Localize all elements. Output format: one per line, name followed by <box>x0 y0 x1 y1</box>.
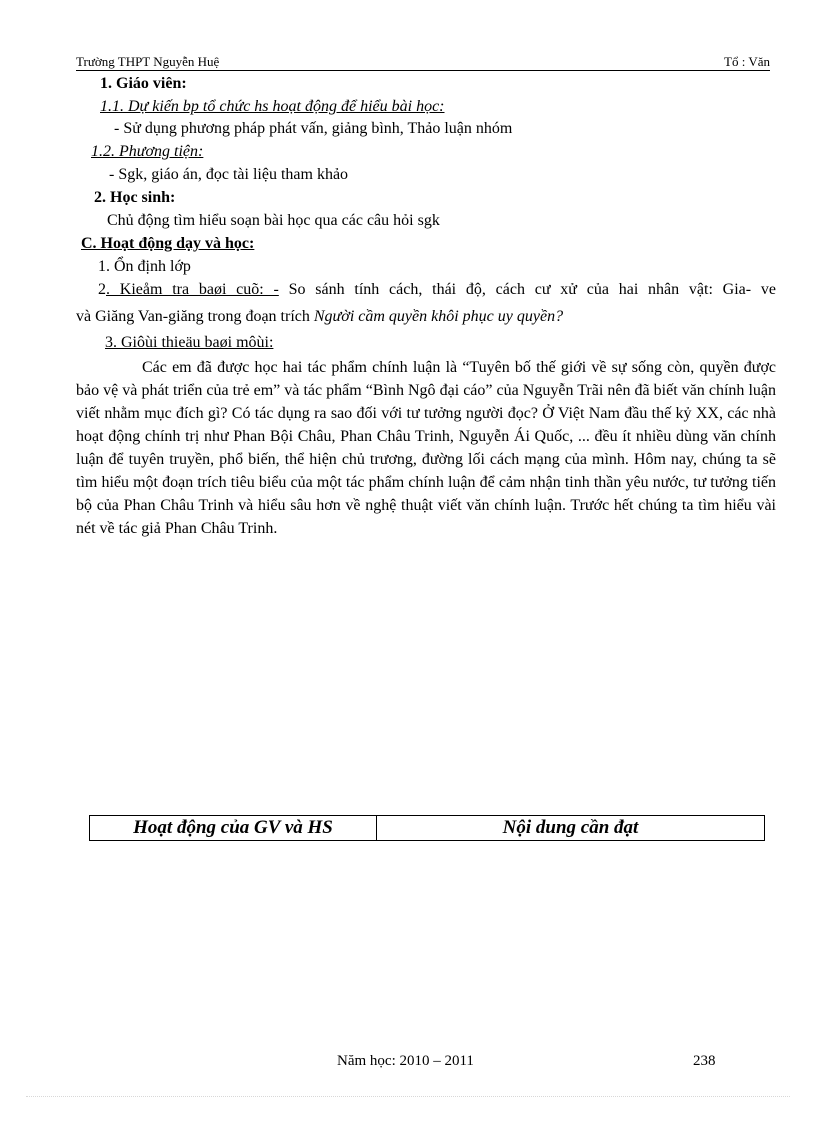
student-item: Chủ động tìm hiểu soạn bài học qua các câu hỏi sgk <box>107 212 440 229</box>
step-review-label: . Kieåm tra baøi cuõ: - <box>106 281 279 298</box>
plan-item: - Sử dụng phương pháp phát vấn, giảng bình, Thảo luận nhóm <box>114 120 513 137</box>
table-header-activities: Hoạt động của GV và HS <box>90 816 377 840</box>
step-review-line2 <box>76 307 563 327</box>
materials-item: - Sgk, giáo án, đọc tài liệu tham khảo <box>109 166 349 183</box>
excerpt-title: Người cầm quyền khôi phục uy quyền? <box>313 308 564 325</box>
materials-subheading: 1.2. Phương tiện: <box>91 143 204 160</box>
step-review-text-line2: và Giăng Van-giăng trong đoạn trích <box>76 308 314 325</box>
teacher-heading: 1. Giáo viên: <box>100 75 187 92</box>
footer-page-number: 238 <box>693 1053 716 1069</box>
step-review-old-lesson <box>98 280 776 300</box>
activities-heading: C. Hoạt động dạy và học: <box>81 235 255 252</box>
page-header <box>76 54 770 71</box>
page-bottom-rule <box>26 1096 790 1097</box>
department-name: Tổ : Văn <box>724 54 770 69</box>
school-name: Trường THPT Nguyễn Huệ <box>76 54 220 69</box>
plan-subheading: 1.1. Dự kiến bp tổ chức hs hoạt động để hiểu bài học: <box>100 98 445 115</box>
footer-school-year: Năm học: 2010 – 2011 <box>337 1053 474 1069</box>
step-stabilize-class: 1. Ổn định lớp <box>98 258 191 275</box>
step-review-text-line1: So sánh tính cách, thái độ, cách cư xử của hai nhân vật: Gia- ve <box>278 281 776 298</box>
step-review-number: 2 <box>98 281 106 298</box>
table-header-content: Nội dung cần đạt <box>502 817 639 838</box>
step-new-lesson-intro: 3. Giôùi thieäu baøi môùi: <box>105 334 274 351</box>
student-heading: 2. Học sinh: <box>94 189 176 206</box>
lesson-table-header <box>89 815 765 841</box>
intro-paragraph: Các em đã được học hai tác phẩm chính luận là “Tuyên bố thế giới về sự sống còn, quyền được bảo vệ và phát triển của trẻ em” và tác phẩm “Bình Ngô đại cáo” của Nguyễn Trãi nên đã biết văn chính luận viết nhằm mục đích gì? Có tác dụng ra sao đối với tư tưởng người đọc? Ở Việt Nam đầu thế kỷ XX, các nhà hoạt động chính trị như Phan Bội Châu, Phan Châu Trinh, Nguyễn Ái Quốc, ... đều ít nhiều dùng văn chính luận để tuyên truyền, phổ biến, thể hiện chủ trương, đường lối cách mạng của mình. Hôm nay, chúng ta sẽ tìm hiểu một đoạn trích tiêu biểu của một tác phẩm chính luận để cảm nhận tinh thần yêu nước, tư tưởng tiến bộ của Phan Châu Trinh và hiểu sâu hơn về nghệ thuật viết văn chính luận. Trước hết chúng ta tìm hiểu vài nét về tác giả Phan Châu Trinh. <box>76 359 776 537</box>
